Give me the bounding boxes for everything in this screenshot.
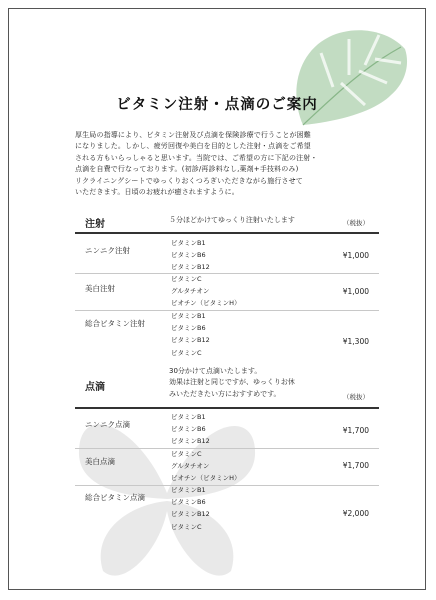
drip-description-line: 効果は注射と同じですが、ゆっくりお休 bbox=[169, 378, 295, 387]
ingredient: ビタミンB1 bbox=[171, 312, 206, 320]
item-price: ¥1,000 bbox=[342, 287, 369, 296]
page-title: ビタミン注射・点滴のご案内 bbox=[116, 97, 318, 113]
ingredient: グルタチオン bbox=[171, 287, 210, 296]
intro-text bbox=[75, 130, 391, 198]
intro-line: 点滴を自費で行なっております。(初診/再診料なし,薬剤+手技料のみ) bbox=[75, 165, 299, 174]
ingredient: グルタチオン bbox=[171, 462, 210, 471]
injection-divider bbox=[75, 232, 379, 234]
drip-item-garlic bbox=[75, 411, 379, 451]
item-price: ¥1,300 bbox=[342, 337, 369, 346]
intro-line: になりました。しかし、疲労回復や美白を目的とした注射・点滴をご希望 bbox=[75, 142, 311, 151]
item-price: ¥2,000 bbox=[342, 509, 369, 518]
ingredient: ビタミンB1 bbox=[171, 239, 206, 247]
ingredient: ビタミンB12 bbox=[171, 510, 210, 519]
injection-heading: 注射 bbox=[85, 219, 105, 230]
injection-description: ５分ほどかけてゆっくり注射いたします bbox=[169, 216, 295, 224]
ingredient: ビタミンB1 bbox=[171, 413, 206, 421]
item-name: 美白点滴 bbox=[85, 457, 115, 466]
drip-description-line: みいただきたい方におすすめです。 bbox=[169, 389, 281, 398]
ingredient: ビタミンC bbox=[171, 450, 202, 458]
ingredient-list bbox=[171, 411, 210, 448]
intro-line: される方もいらっしゃると思います。当院では、ご希望の方に下記の注射・ bbox=[75, 153, 318, 162]
ingredient: ビタミンB1 bbox=[171, 486, 206, 494]
intro-line: 厚生局の指導により、ビタミン注射及び点滴を保険診療で行うことが困難 bbox=[75, 131, 311, 139]
item-name: ニンニク注射 bbox=[85, 246, 130, 255]
ingredient-list bbox=[171, 484, 210, 533]
ingredient-list bbox=[171, 237, 210, 274]
ingredient-list bbox=[171, 273, 241, 310]
item-name: 総合ビタミン点滴 bbox=[85, 493, 145, 502]
ingredient-list bbox=[171, 448, 241, 485]
injection-item-multivitamin bbox=[75, 310, 379, 360]
injection-tax-note: （税抜） bbox=[343, 219, 369, 227]
ingredient: ビタミンC bbox=[171, 275, 202, 283]
ingredient: ビタミンB6 bbox=[171, 324, 206, 333]
page-frame bbox=[8, 8, 426, 590]
item-name: 美白注射 bbox=[85, 284, 115, 293]
drip-item-multivitamin bbox=[75, 484, 379, 536]
ingredient: ビオチン（ビタミンH） bbox=[171, 299, 241, 308]
injection-section-header bbox=[75, 210, 379, 230]
drip-section-header bbox=[75, 365, 379, 405]
ingredient-list bbox=[171, 310, 210, 359]
item-price: ¥1,700 bbox=[342, 461, 369, 470]
drip-description-line: 30分かけて点滴いたします。 bbox=[169, 367, 262, 375]
injection-item-whitening bbox=[75, 273, 379, 311]
intro-line: いただきます。日頃のお疲れが癒されますように。 bbox=[75, 188, 239, 197]
drip-tax-note: （税抜） bbox=[343, 393, 369, 401]
injection-item-garlic bbox=[75, 237, 379, 277]
ingredient: ビタミンB12 bbox=[171, 336, 210, 345]
monstera-leaf-icon bbox=[283, 23, 411, 133]
drip-heading: 点滴 bbox=[85, 382, 105, 393]
ingredient: ビタミンB12 bbox=[171, 437, 210, 446]
intro-line: リクライニングシートでゆっくりおくつろぎいただきながら施行させて bbox=[75, 176, 303, 185]
ingredient: ビタミンB12 bbox=[171, 263, 210, 272]
drip-divider bbox=[75, 407, 379, 409]
ingredient: ビタミンC bbox=[171, 522, 202, 531]
item-price: ¥1,700 bbox=[342, 426, 369, 435]
ingredient: ビタミンB6 bbox=[171, 425, 206, 434]
drip-description bbox=[169, 366, 295, 400]
item-name: ニンニク点滴 bbox=[85, 420, 130, 429]
ingredient: ビタミンB6 bbox=[171, 251, 206, 260]
item-price: ¥1,000 bbox=[342, 251, 369, 260]
ingredient: ビオチン（ビタミンH） bbox=[171, 474, 241, 483]
drip-item-whitening bbox=[75, 448, 379, 486]
ingredient: ビタミンC bbox=[171, 348, 202, 357]
ingredient: ビタミンB6 bbox=[171, 498, 206, 507]
item-name: 総合ビタミン注射 bbox=[85, 319, 145, 328]
